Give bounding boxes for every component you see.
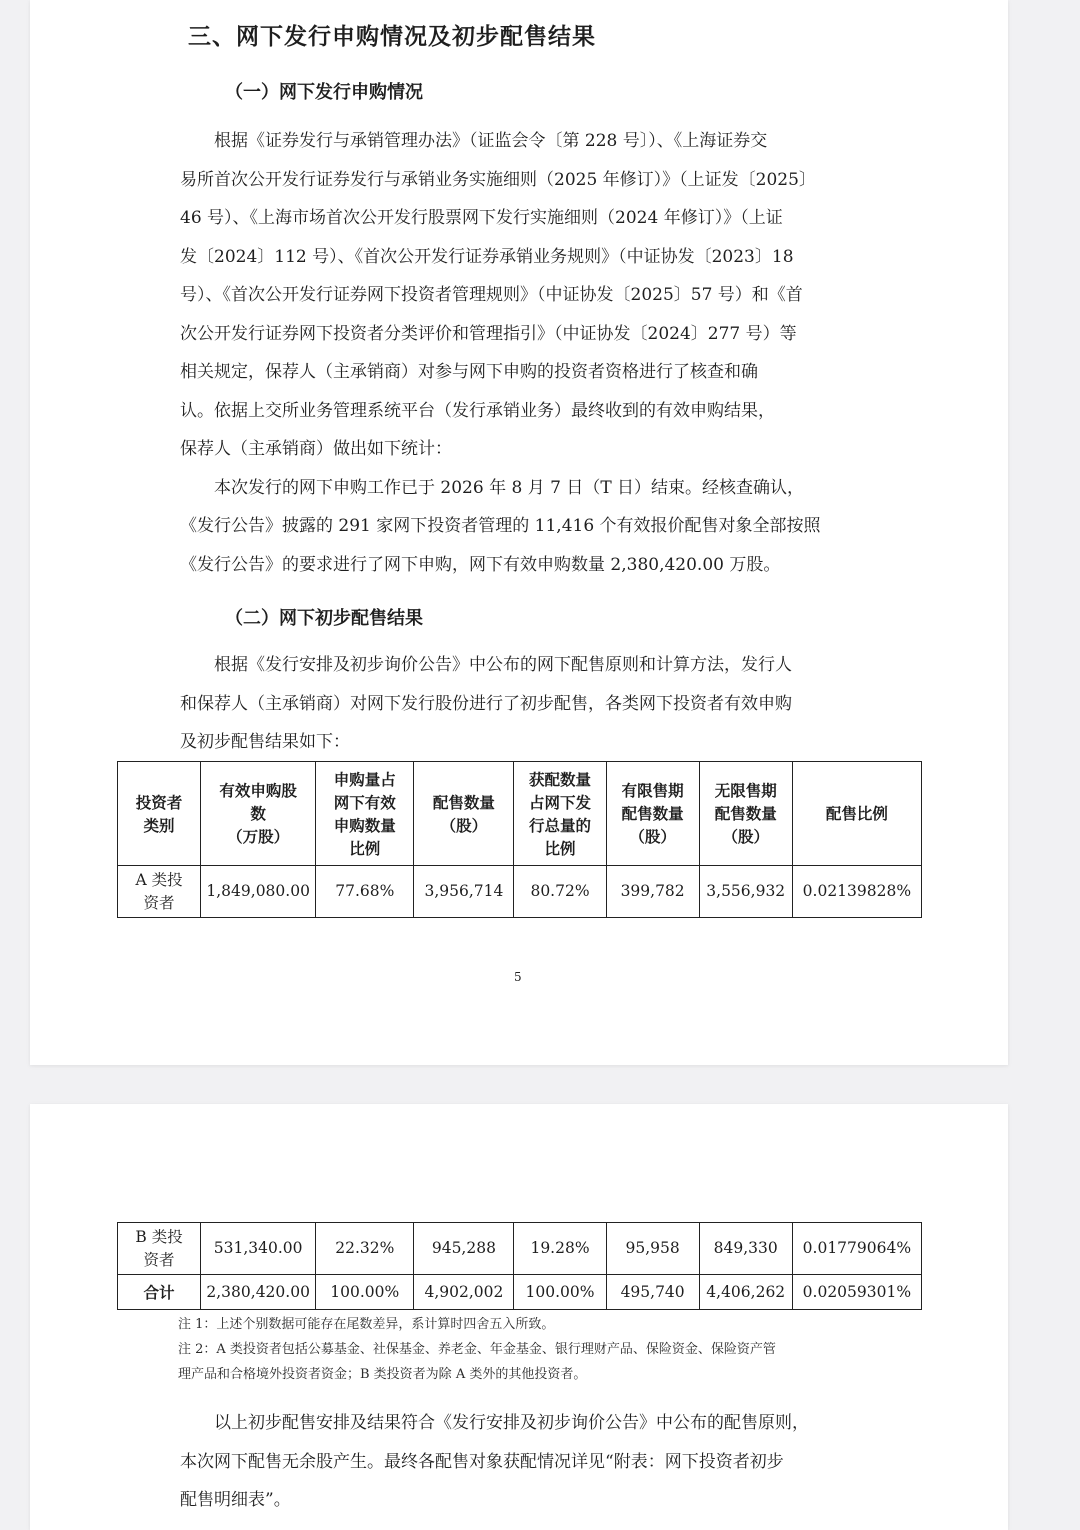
text-line: 《发行公告》的要求进行了网下申购，网下有效申购数量 2,380,420.00 万股。 bbox=[180, 554, 781, 575]
text-line: 次公开发行证券网下投资者分类评价和管理指引》（中证协发〔2024〕277 号）等 bbox=[180, 323, 797, 344]
text-line: 根据《证券发行与承销管理办法》（证监会令〔第 228 号〕）、《上海证券交 bbox=[214, 131, 768, 151]
subsection-title-allocation: （二）网下初步配售结果 bbox=[225, 608, 423, 629]
table-row bbox=[118, 1223, 922, 1275]
cell-investor-type: A 类投 资者 bbox=[118, 866, 201, 918]
header-unrestricted-quantity: 无限售期 配售数量 （股） bbox=[699, 762, 792, 866]
header-allocation-quantity: 配售数量 （股） bbox=[414, 762, 514, 866]
table-cell: 0.02139828% bbox=[792, 866, 921, 918]
document-page-6 bbox=[30, 1104, 1008, 1530]
text-line: 本次发行的网下申购工作已于 2026 年 8 月 7 日（T 日）结束。经核查确认， bbox=[214, 477, 805, 498]
note-2: 注 2：A 类投资者包括公募基金、社保基金、养老金、年金基金、银行理财产品、保险资金、保险资产管 bbox=[178, 1342, 776, 1357]
paragraph-allocation-intro bbox=[180, 646, 864, 762]
table-cell: 4,902,002 bbox=[414, 1275, 514, 1310]
table-row bbox=[118, 866, 922, 918]
header-subscription-ratio: 申购量占 网下有效 申购数量 比例 bbox=[316, 762, 414, 866]
section-title: 三、网下发行申购情况及初步配售结果 bbox=[188, 23, 596, 50]
table-cell: 4,406,262 bbox=[699, 1275, 792, 1310]
text-line: 易所首次公开发行证券发行与承销业务实施细则（2025 年修订）》（上证发〔2025〕 bbox=[180, 169, 816, 190]
text-line: 根据《发行安排及初步询价公告》中公布的网下配售原则和计算方法，发行人 bbox=[214, 655, 792, 675]
page-number: 5 bbox=[514, 970, 522, 984]
text-line: 和保荐人（主承销商）对网下发行股份进行了初步配售，各类网下投资者有效申购 bbox=[180, 693, 792, 714]
table-cell: 0.01779064% bbox=[792, 1223, 921, 1275]
header-investor-type: 投资者 类别 bbox=[118, 762, 201, 866]
text-line: 认。依据上交所业务管理系统平台（发行承销业务）最终收到的有效申购结果， bbox=[180, 400, 775, 421]
table-header-row bbox=[118, 762, 922, 866]
text-line: 发〔2024〕112 号）、《首次公开发行证券承销业务规则》（中证协发〔2023〕18 bbox=[180, 246, 794, 267]
table-cell: 3,556,932 bbox=[699, 866, 792, 918]
table-cell: 945,288 bbox=[414, 1223, 514, 1275]
table-cell: 100.00% bbox=[514, 1275, 606, 1310]
header-valid-subscription: 有效申购股 数 （万股） bbox=[201, 762, 316, 866]
text-line: 配售明细表”。 bbox=[180, 1490, 291, 1510]
header-allocation-share: 获配数量 占网下发 行总量的 比例 bbox=[514, 762, 606, 866]
table-cell: 22.32% bbox=[316, 1223, 414, 1275]
table-cell: 19.28% bbox=[514, 1223, 606, 1275]
allocation-table bbox=[117, 761, 922, 918]
document-page-5 bbox=[30, 0, 1008, 1065]
text-line: 号）、《首次公开发行证券网下投资者管理规则》（中证协发〔2025〕57 号）和《首 bbox=[180, 285, 803, 305]
text-line: 相关规定，保荐人（主承销商）对参与网下申购的投资者资格进行了核查和确 bbox=[180, 362, 758, 382]
table-cell: 2,380,420.00 bbox=[201, 1275, 316, 1310]
paragraph-closing bbox=[180, 1404, 864, 1520]
table-cell: 495,740 bbox=[606, 1275, 699, 1310]
header-allocation-ratio: 配售比例 bbox=[792, 762, 921, 866]
text-line: 及初步配售结果如下： bbox=[180, 732, 350, 752]
table-cell: 399,782 bbox=[606, 866, 699, 918]
table-total-row bbox=[118, 1275, 922, 1310]
table-notes bbox=[178, 1312, 878, 1387]
table-cell: 95,958 bbox=[606, 1223, 699, 1275]
table-cell: 3,956,714 bbox=[414, 866, 514, 918]
note-2-continued: 理产品和合格境外投资者资金；B 类投资者为除 A 类外的其他投资者。 bbox=[178, 1367, 587, 1382]
allocation-table-continued bbox=[117, 1222, 922, 1310]
table-cell: 100.00% bbox=[316, 1275, 414, 1310]
table-cell: 80.72% bbox=[514, 866, 606, 918]
table-cell: 77.68% bbox=[316, 866, 414, 918]
cell-total-label: 合计 bbox=[118, 1275, 201, 1310]
text-line: 《发行公告》披露的 291 家网下投资者管理的 11,416 个有效报价配售对象全部按照 bbox=[180, 516, 821, 536]
paragraph-regulations bbox=[180, 122, 864, 584]
header-restricted-quantity: 有限售期 配售数量 （股） bbox=[606, 762, 699, 866]
note-1: 注 1：上述个别数据可能存在尾数差异，系计算时四舍五入所致。 bbox=[178, 1317, 555, 1332]
table-cell: 849,330 bbox=[699, 1223, 792, 1275]
cell-investor-type: B 类投 资者 bbox=[118, 1223, 201, 1275]
text-line: 以上初步配售安排及结果符合《发行安排及初步询价公告》中公布的配售原则， bbox=[214, 1413, 809, 1433]
text-line: 保荐人（主承销商）做出如下统计： bbox=[180, 439, 452, 459]
text-line: 46 号）、《上海市场首次公开发行股票网下发行实施细则（2024 年修订）》（上证 bbox=[180, 208, 783, 228]
table-cell: 531,340.00 bbox=[201, 1223, 316, 1275]
subsection-title-subscription: （一）网下发行申购情况 bbox=[225, 82, 423, 103]
text-line: 本次网下配售无余股产生。最终各配售对象获配情况详见“附表：网下投资者初步 bbox=[180, 1451, 784, 1472]
table-cell: 0.02059301% bbox=[792, 1275, 921, 1310]
table-cell: 1,849,080.00 bbox=[201, 866, 316, 918]
